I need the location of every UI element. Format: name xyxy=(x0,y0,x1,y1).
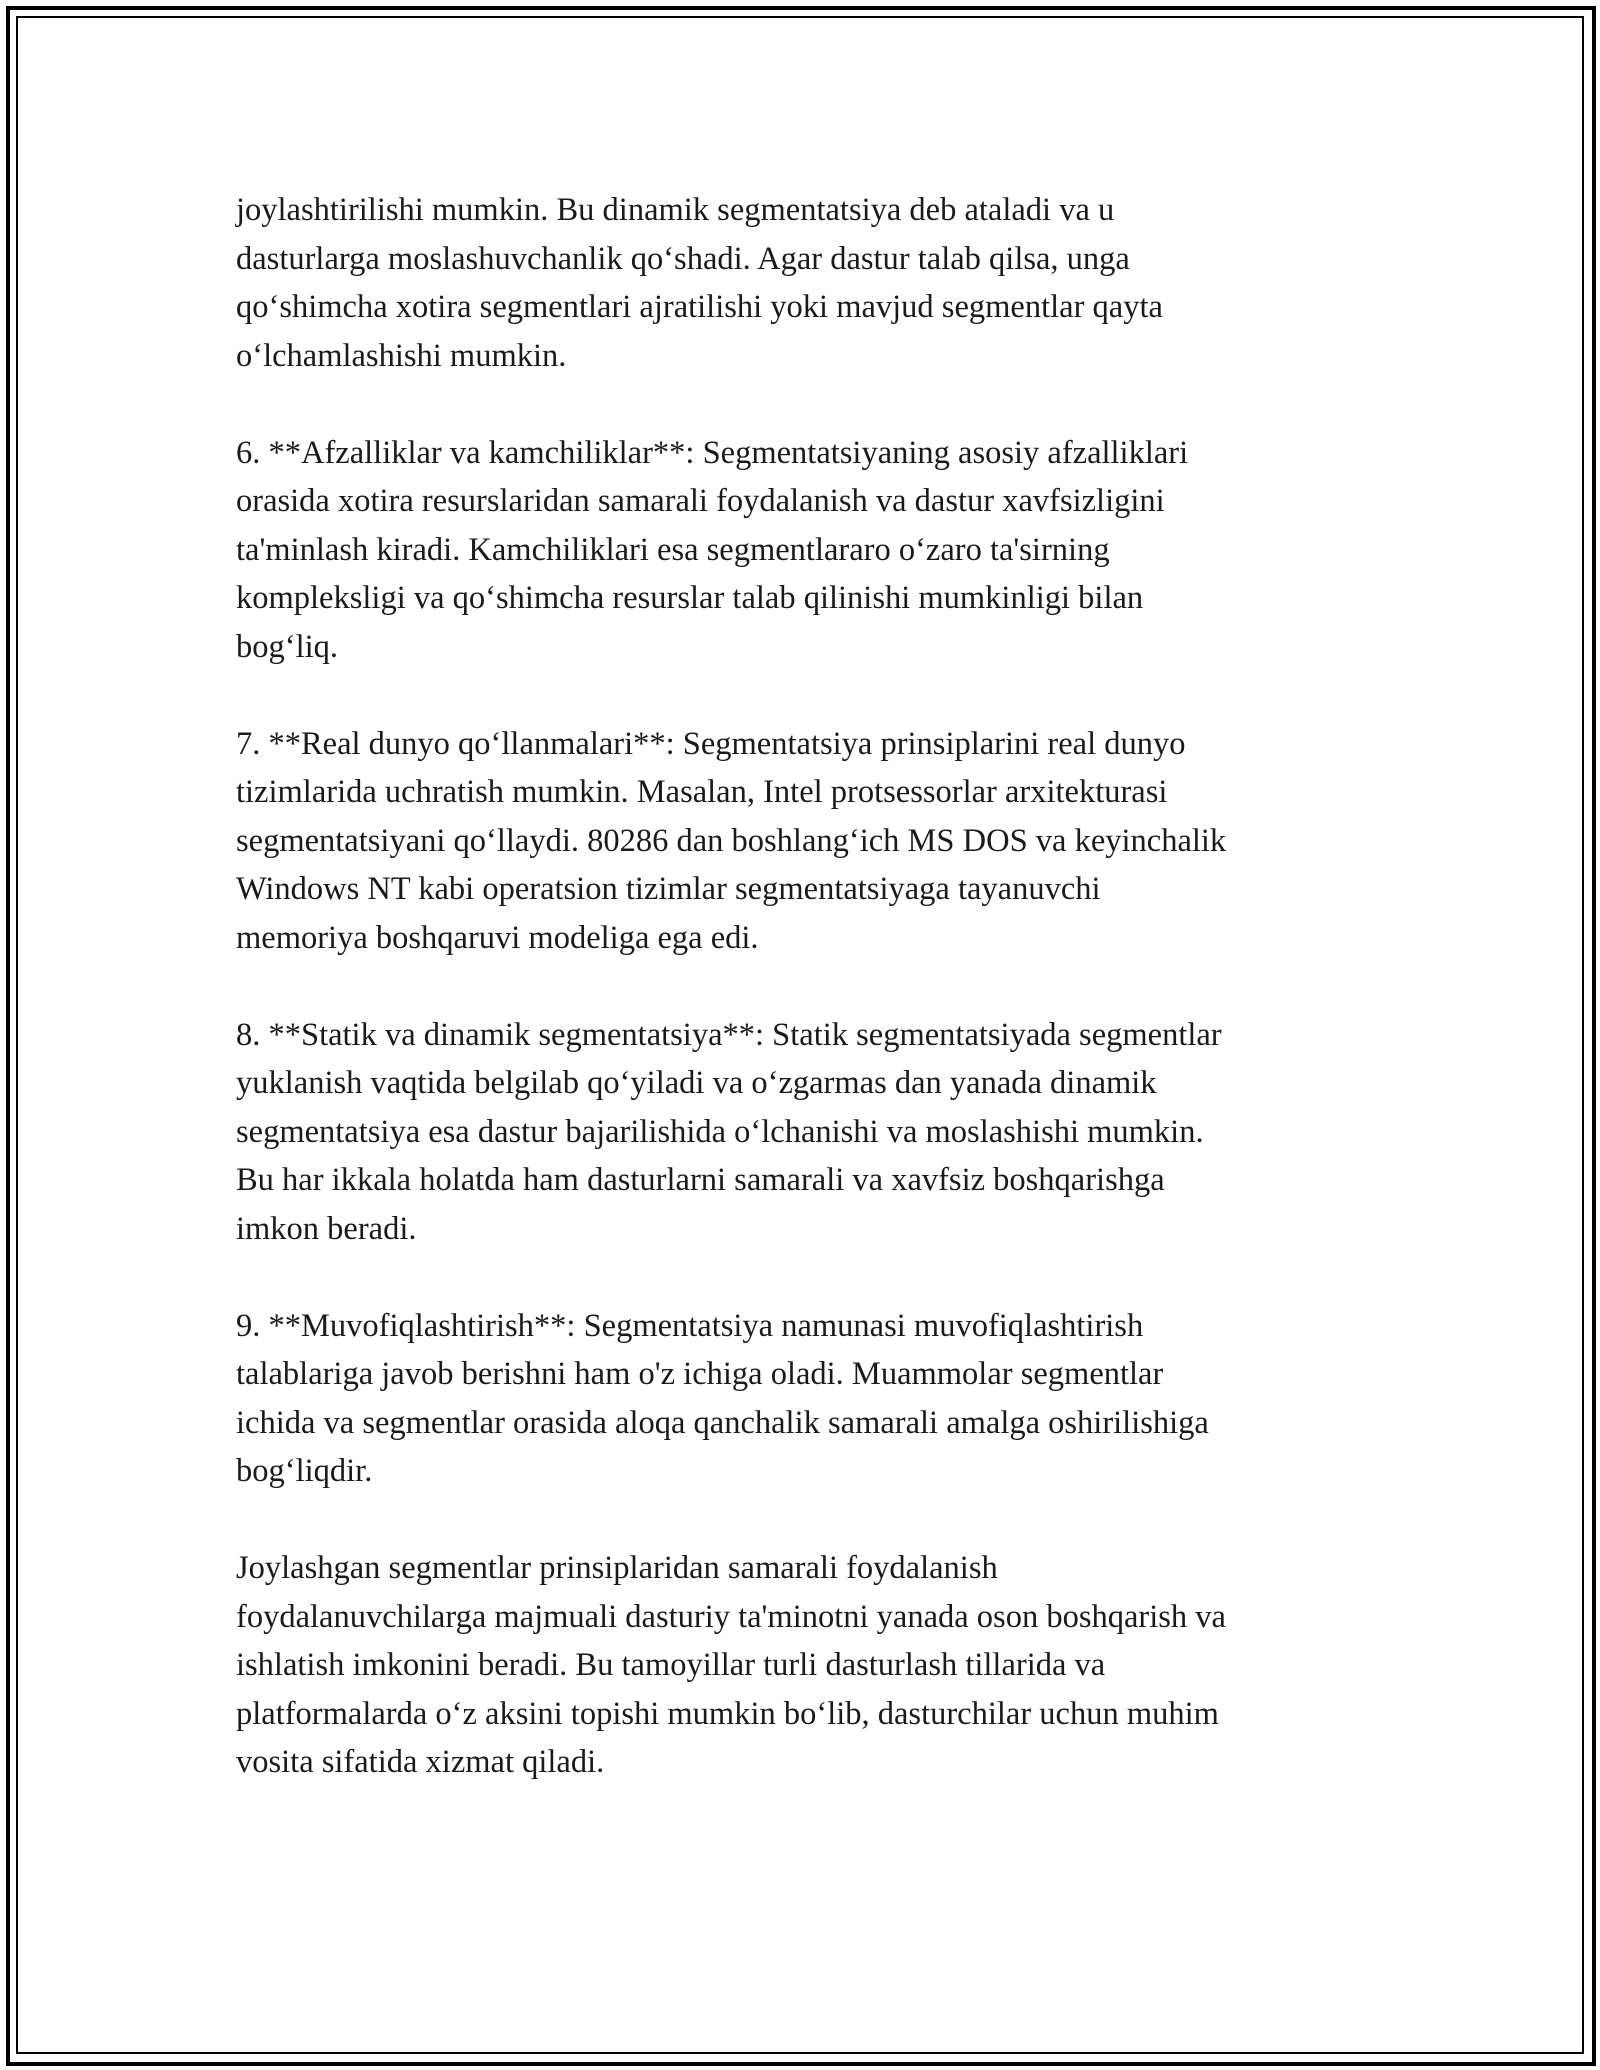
text-line: 7. **Real dunyo qo‘llanmalari**: Segmentatsiya prinsiplarini real dunyo xyxy=(236,725,1186,762)
text-line: Bu har ikkala holatda ham dasturlarni samarali va xavfsiz boshqarishga xyxy=(236,1162,1165,1198)
paragraph-item-9 xyxy=(236,1302,1416,1496)
text-line: Joylashgan segmentlar prinsiplaridan samarali foydalanish xyxy=(236,1550,998,1586)
text-line: qo‘shimcha xotira segmentlari ajratilishi yoki mavjud segmentlar qayta xyxy=(236,289,1163,325)
text-line: segmentatsiyani qo‘llaydi. 80286 dan boshlang‘ich MS DOS va keyinchalik xyxy=(236,822,1227,859)
text-line: platformalarda o‘z aksini topishi mumkin bo‘lib, dasturchilar uchun muhim xyxy=(236,1695,1219,1732)
text-line: orasida xotira resurslaridan samarali foydalanish va dastur xavfsizligini xyxy=(236,483,1165,519)
text-line: Windows NT kabi operatsion tizimlar segmentatsiyaga tayanuvchi xyxy=(236,871,1101,907)
paragraph-conclusion xyxy=(236,1544,1416,1787)
text-line: vosita sifatida xizmat qiladi. xyxy=(236,1744,605,1780)
text-line: bog‘liqdir. xyxy=(236,1453,373,1489)
text-line: joylashtirilishi mumkin. Bu dinamik segmentatsiya deb ataladi va u xyxy=(236,192,1115,228)
text-line: yuklanish vaqtida belgilab qo‘yiladi va o‘zgarmas dan yanada dinamik xyxy=(236,1065,1157,1101)
text-line: ishlatish imkonini beradi. Bu tamoyillar turli dasturlash tillarida va xyxy=(236,1647,1106,1683)
text-line: o‘lchamlashishi mumkin. xyxy=(236,337,567,374)
text-line: kompleksligi va qo‘shimcha resurslar talab qilinishi mumkinligi bilan xyxy=(236,580,1144,616)
text-line: imkon beradi. xyxy=(236,1210,417,1247)
text-line: bog‘liq. xyxy=(236,628,339,665)
text-line: memoriya boshqaruvi modeliga ega edi. xyxy=(236,919,759,956)
text-line: tizimlarida uchratish mumkin. Masalan, Intel protsessorlar arxitekturasi xyxy=(236,774,1168,810)
text-line: 6. **Afzalliklar va kamchiliklar**: Segmentatsiyaning asosiy afzalliklari xyxy=(236,434,1189,471)
paragraph-item-6 xyxy=(236,429,1416,672)
text-line: 8. **Statik va dinamik segmentatsiya**: Statik segmentatsiyada segmentlar xyxy=(236,1016,1222,1053)
paragraph-dynamic-segmentation-cont xyxy=(236,186,1416,380)
document-body xyxy=(236,186,1416,1835)
text-line: ichida va segmentlar orasida aloqa qanchalik samarali amalga oshirilishiga xyxy=(236,1404,1209,1441)
text-line: dasturlarga moslashuvchanlik qo‘shadi. Agar dastur talab qilsa, unga xyxy=(236,240,1130,277)
text-line: segmentatsiya esa dastur bajarilishida o‘lchanishi va moslashishi mumkin. xyxy=(236,1113,1204,1150)
text-line: ta'minlash kiradi. Kamchiliklari esa segmentlararo o‘zaro ta'sirning xyxy=(236,531,1110,568)
paragraph-item-7 xyxy=(236,720,1416,963)
text-line: 9. **Muvofiqlashtirish**: Segmentatsiya namunasi muvofiqlashtirish xyxy=(236,1307,1144,1344)
paragraph-item-8 xyxy=(236,1011,1416,1254)
text-line: talablariga javob berishni ham o'z ichiga oladi. Muammolar segmentlar xyxy=(236,1356,1164,1392)
text-line: foydalanuvchilarga majmuali dasturiy ta'minotni yanada oson boshqarish va xyxy=(236,1598,1226,1635)
